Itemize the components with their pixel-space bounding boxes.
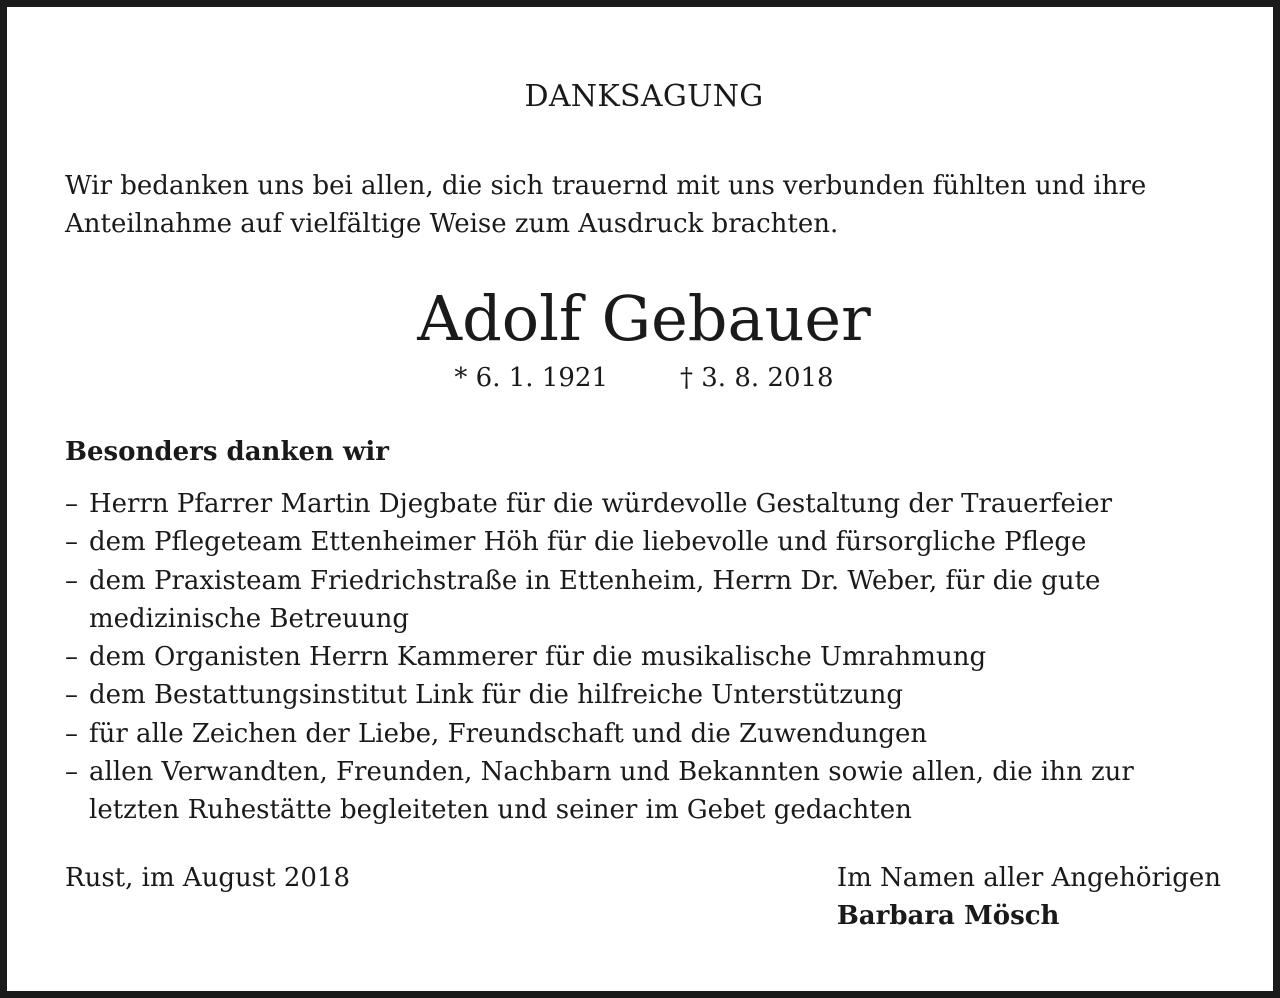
place-date: Rust, im August 2018 bbox=[65, 863, 351, 893]
life-dates bbox=[65, 363, 1223, 393]
deceased-name: Adolf Gebauer bbox=[417, 282, 871, 355]
dash-bullet: – bbox=[65, 527, 78, 558]
list-item: – dem Bestattungsinstitut Link für die hilfreiche Unterstützung bbox=[65, 676, 1223, 714]
birth-date: * 6. 1. 1921 bbox=[454, 363, 608, 393]
thanks-title: Besonders danken wir bbox=[65, 437, 389, 467]
list-item: – dem Praxisteam Friedrichstraße in Ettenheim, Herrn Dr. Weber, für die gute medizinische Betreuung bbox=[65, 562, 1223, 639]
dash-bullet: – bbox=[65, 757, 78, 788]
signature-block bbox=[837, 859, 1221, 935]
dash-bullet: – bbox=[65, 489, 78, 519]
list-item: – Herrn Pfarrer Martin Djegbate für die würdevolle Gestaltung der Trauerfeier bbox=[65, 485, 1223, 523]
dash-bullet: – bbox=[65, 680, 78, 711]
notice-heading: DANKSAGUNG bbox=[524, 79, 764, 114]
notice-content bbox=[65, 7, 1223, 991]
thanks-list bbox=[65, 485, 1223, 830]
on-behalf-text: Im Namen aller Angehörigen bbox=[836, 863, 1221, 893]
death-date: † 3. 8. 2018 bbox=[680, 363, 834, 393]
list-item: – dem Pflegeteam Ettenheimer Höh für die liebevolle und fürsorgliche Pflege bbox=[65, 523, 1223, 561]
signer-name: Barbara Mösch bbox=[836, 901, 1060, 931]
list-item: – dem Organisten Herrn Kammerer für die musikalische Umrahmung bbox=[65, 638, 1223, 676]
dash-bullet: – bbox=[65, 642, 78, 673]
dash-bullet: – bbox=[65, 565, 78, 596]
dash-bullet: – bbox=[65, 718, 78, 749]
list-item: – allen Verwandten, Freunden, Nachbarn und Bekannten sowie allen, die ihn zur letzten Ruhestätte begleiteten und seiner im Gebet gedachten bbox=[65, 753, 1223, 830]
list-item: – für alle Zeichen der Liebe, Freundschaft und die Zuwendungen bbox=[65, 715, 1223, 753]
intro-text: Wir bedanken uns bei allen, die sich trauernd mit uns verbunden fühlten und ihre Anteilnahme auf vielfältige Weise zum Ausdruck brachten. bbox=[65, 171, 1147, 239]
